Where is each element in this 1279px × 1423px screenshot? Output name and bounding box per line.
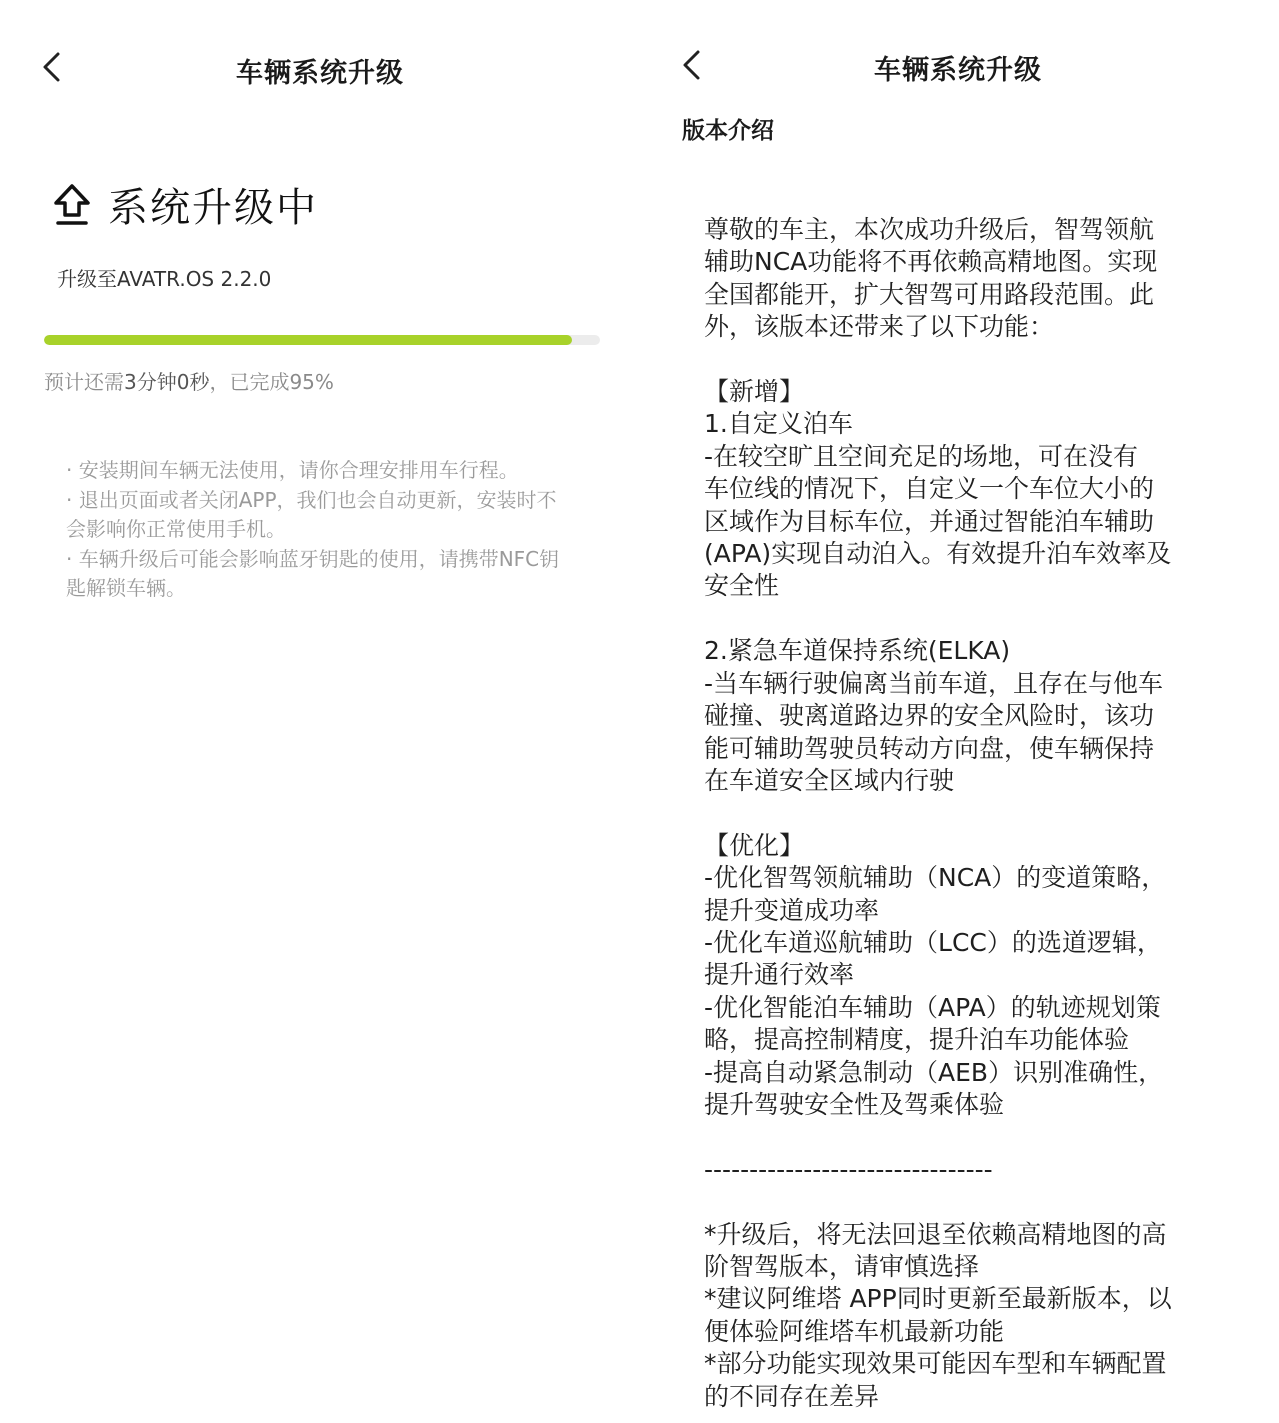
release-note-line — [704, 603, 1224, 635]
release-note-line: 全国都能开，扩大智驾可用路段范围。此 — [704, 279, 1155, 309]
release-note-line: -优化车道巡航辅助（LCC）的选道逻辑， — [704, 927, 1162, 957]
release-note-line — [704, 344, 1224, 376]
chevron-left-icon — [36, 50, 70, 84]
release-note-line: *建议阿维塔 APP同时更新至最新版本，以 — [704, 1284, 1172, 1314]
release-note-line — [704, 797, 1224, 829]
status-text: 系统升级中 — [108, 185, 318, 231]
release-note-line: -------------------------------- — [704, 1154, 993, 1184]
release-note-line: 提升变道成功率 — [704, 895, 880, 925]
release-note-line: 尊敬的车主，本次成功升级后，智驾领航 — [704, 215, 1155, 244]
version-intro-screen — [640, 0, 1279, 1423]
upgrade-notes — [66, 456, 576, 604]
note-item: · 车辆升级后可能会影响蓝牙钥匙的使用，请携带NFC钥匙解锁车辆。 — [66, 546, 560, 600]
release-note-line: 【新增】 — [704, 377, 805, 407]
progress-bar — [44, 335, 600, 345]
release-note-line: 外，该版本还带来了以下功能： — [704, 312, 1055, 342]
release-note-line: 车位线的情况下，自定义一个车位大小的 — [704, 474, 1155, 504]
release-note-line: 能可辅助驾驶员转动方向盘，使车辆保持 — [704, 733, 1155, 763]
back-button[interactable] — [676, 48, 710, 82]
page-title: 车辆系统升级 — [874, 55, 1042, 86]
release-note-line — [704, 1121, 1224, 1153]
eta-prefix: 预计还需 — [44, 370, 124, 394]
release-note-line: -优化智能泊车辅助（APA）的轨迹规划策 — [704, 992, 1161, 1022]
page-title: 车辆系统升级 — [236, 58, 404, 89]
release-note-line: -提高自动紧急制动（AEB）识别准确性， — [704, 1057, 1164, 1087]
chevron-left-icon — [676, 48, 710, 82]
section-title: 版本介绍 — [682, 118, 774, 144]
release-note-line: 碰撞、驶离道路边界的安全风险时，该功 — [704, 701, 1155, 731]
progress-bar-fill — [44, 335, 572, 345]
note-item: · 安装期间车辆无法使用，请你合理安排用车行程。 — [66, 458, 519, 482]
release-note-line: -在较空旷且空间充足的场地，可在没有 — [704, 441, 1139, 471]
release-note-line — [704, 1186, 1224, 1218]
release-note-line: 提升通行效率 — [704, 960, 855, 990]
eta-suffix: ，已完成95% — [209, 370, 334, 394]
release-note-line: *部分功能实现效果可能因车型和车辆配置 — [704, 1349, 1167, 1379]
release-note-line: 阶智驾版本，请审慎选择 — [704, 1252, 980, 1281]
release-notes — [704, 214, 1224, 1413]
eta-text — [44, 366, 334, 395]
release-note-line: 辅助NCA功能将不再依赖高精地图。实现 — [704, 247, 1158, 277]
release-note-line: 【优化】 — [704, 830, 805, 860]
upgrade-arrow-icon — [52, 183, 92, 227]
release-note-line: 1.自定义泊车 — [704, 409, 853, 439]
release-note-line: 略，提高控制精度，提升泊车功能体验 — [704, 1025, 1130, 1055]
release-note-line: -优化智驾领航辅助（NCA）的变道策略， — [704, 863, 1167, 893]
release-note-line: 安全性 — [704, 571, 780, 601]
release-note-line: 便体验阿维塔车机最新功能 — [704, 1316, 1005, 1346]
release-note-line: 提升驾驶安全性及驾乘体验 — [704, 1089, 1005, 1119]
release-note-line: 在车道安全区域内行驶 — [704, 765, 955, 795]
eta-time: 3分钟0秒 — [124, 370, 210, 394]
upgrade-status — [52, 176, 318, 233]
release-note-line: (APA)实现自动泊入。有效提升泊车效率及 — [704, 539, 1172, 569]
target-version: 升级至AVATR.OS 2.2.0 — [57, 267, 272, 291]
release-note-line: 的不同存在差异 — [704, 1381, 880, 1411]
release-note-line: -当车辆行驶偏离当前车道，且存在与他车 — [704, 668, 1164, 698]
release-note-line: *升级后，将无法回退至依赖高精地图的高 — [704, 1219, 1167, 1249]
release-note-line: 2.紧急车道保持系统(ELKA) — [704, 636, 1011, 666]
note-item: · 退出页面或者关闭APP，我们也会自动更新，安装时不会影响你正常使用手机。 — [66, 487, 557, 541]
release-note-line: 区域作为目标车位，并通过智能泊车辅助 — [704, 506, 1155, 536]
back-button[interactable] — [36, 50, 70, 84]
